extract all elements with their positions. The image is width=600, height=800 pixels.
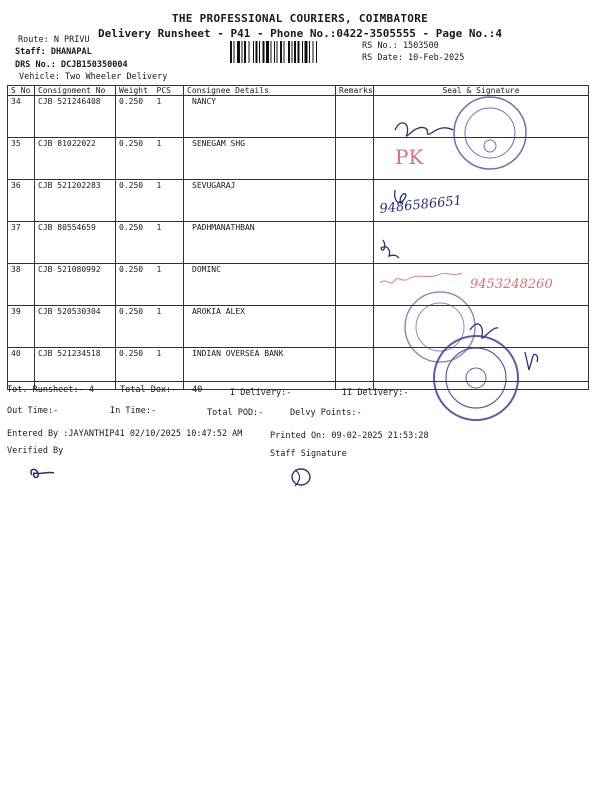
rs-number: RS No.: 1503500 [362,41,439,51]
seal-stamp-row34 [454,97,526,169]
row-consignee: INDIAN OVERSEA BANK [184,348,336,390]
verified-by: Verified By [7,446,64,456]
row-sno: 34 [8,96,35,138]
col-consignee: Consignee Details [184,86,336,96]
row-pcs: 1 [154,222,184,264]
printed-on: Printed On: 09-02-2025 21:53:28 [270,431,429,441]
rs-date: RS Date: 10-Feb-2025 [362,53,465,63]
row-weight: 0.250 [116,138,154,180]
total-runsheet: Tot. Runsheet:- 4 [7,385,94,395]
row-weight: 0.250 [116,222,154,264]
row-sno: 36 [8,180,35,222]
row-consignment: CJB 81022022 [35,138,116,180]
col-sno: S No [8,86,35,96]
table-bottom-divider [7,381,588,382]
runsheet-title: Delivery Runsheet - P41 - Phone No.:0422-3505555 - Page No.:4 [98,27,502,40]
in-time: In Time:- [110,406,157,416]
red-handwriting-row38 [380,273,462,283]
row-sno: 40 [8,348,35,390]
staff-signature-label: Staff Signature [270,449,347,459]
row-sno: 35 [8,138,35,180]
total-pod: Total POD:- [207,408,264,418]
row-consignee: AROKIA ALEX [184,306,336,348]
row-weight: 0.250 [116,306,154,348]
drs-number: DRS No.: DCJB150350004 [15,60,128,70]
entered-by: Entered By :JAYANTHIP41 02/10/2025 10:47:52 AM [7,429,243,439]
row-consignment: CJB 521246408 [35,96,116,138]
ii-delivery: II Delivery:- [342,388,409,398]
row-sno: 37 [8,222,35,264]
row-sno: 38 [8,264,35,306]
col-weight: Weight [116,86,154,96]
row-pcs: 1 [154,180,184,222]
row-weight: 0.250 [116,180,154,222]
handwritten-phone-1: 9486586651 [378,193,463,217]
total-dox-label: Total Dox:- [120,385,177,395]
row-consignee: DOMINC [184,264,336,306]
row-consignee: NANCY [184,96,336,138]
row-consignment: CJB 80554659 [35,222,116,264]
signature-row34 [395,123,453,136]
row-pcs: 1 [154,348,184,390]
row-consignee: PADHMANATHBAN [184,222,336,264]
row-consignment: CJB 521080992 [35,264,116,306]
row-weight: 0.250 [116,96,154,138]
col-seal-signature: Seal & Signature [374,86,589,96]
verified-by-signature [31,469,54,477]
col-pcs: PCS [154,86,184,96]
row-consignee: SEVUGARAJ [184,180,336,222]
row-pcs: 1 [154,138,184,180]
col-remarks: Remarks [336,86,374,96]
out-time: Out Time:- [7,406,59,416]
row-consignment: CJB 521202283 [35,180,116,222]
vehicle: Vehicle: Two Wheeler Delivery [19,72,168,82]
row-consignee: SENEGAM SHG [184,138,336,180]
row-weight: 0.250 [116,348,154,390]
handwritten-phone-2: 9453248260 [470,277,553,292]
col-consignment: Consignment No [35,86,116,96]
signature-row37 [381,240,399,258]
row-pcs: 1 [154,306,184,348]
route: Route: N PRIVU [18,35,90,45]
signature-row40 [525,352,538,370]
seal-stamp-row39 [405,292,475,362]
row-consignment: CJB 521234518 [35,348,116,390]
handwritten-pk: PK [395,145,424,169]
seal-stamp-row40 [434,336,518,420]
staff: Staff: DHANAPAL [15,47,92,57]
row-pcs: 1 [154,96,184,138]
delivery-points: Delvy Points:- [290,408,362,418]
company-title: THE PROFESSIONAL COURIERS, COIMBATORE [171,12,429,25]
row-consignment: CJB 520530304 [35,306,116,348]
staff-signature-mark [292,469,310,486]
row-pcs: 1 [154,264,184,306]
i-delivery: I Delivery:- [230,388,292,398]
row-sno: 39 [8,306,35,348]
total-dox-value: 40 [192,385,203,395]
row-weight: 0.250 [116,264,154,306]
